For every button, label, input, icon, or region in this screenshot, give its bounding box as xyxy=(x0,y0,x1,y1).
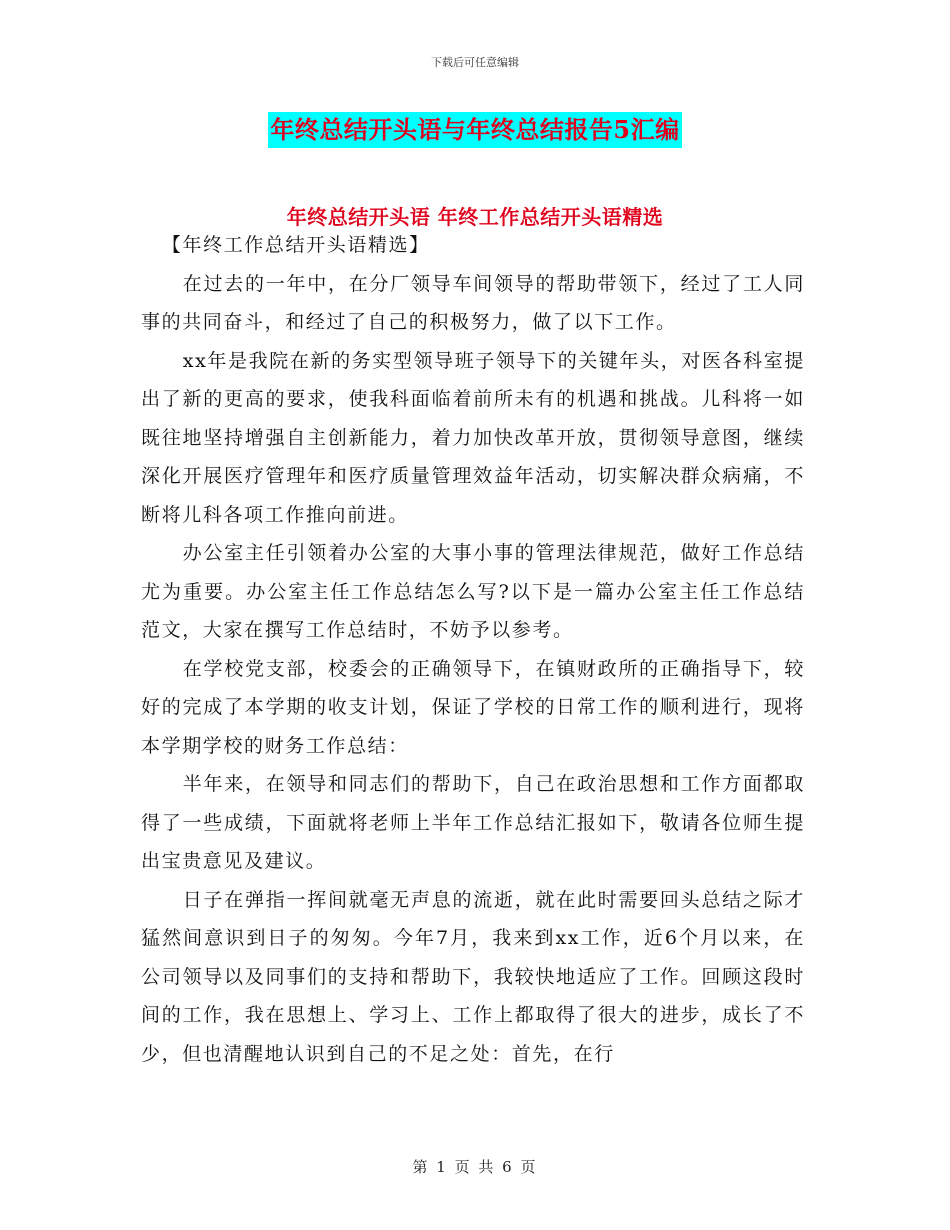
document-body xyxy=(141,226,805,1073)
page-number-footer: 第 1 页 共 6 页 xyxy=(412,1158,538,1176)
paragraph: 日子在弹指一挥间就毫无声息的流逝，就在此时需要回头总结之际才猛然间意识到日子的匆匆。今年7月，我来到xx工作，近6个月以来，在公司领导以及同事们的支持和帮助下，我较快地适应了工作。回顾这段时间的工作，我在思想上、学习上、工作上都取得了很大的进步，成长了不少，但也清醒地认识到自己的不足之处：首先，在行 xyxy=(141,888,805,1065)
paragraph: 在学校党支部，校委会的正确领导下，在镇财政所的正确指导下，较好的完成了本学期的收支计划，保证了学校的日常工作的顺利进行，现将本学期学校的财务工作总结： xyxy=(141,657,805,757)
paragraph: 在过去的一年中，在分厂领导车间领导的帮助带领下，经过了工人同事的共同奋斗，和经过了自己的积极努力，做了以下工作。 xyxy=(141,272,805,333)
paragraph-heading: 【年终工作总结开头语精选】 xyxy=(161,234,430,256)
section-title: 年终总结开头语 年终工作总结开头语精选 xyxy=(286,205,664,229)
document-title-container xyxy=(0,112,950,148)
page-header-note: 下载后可任意编辑 xyxy=(431,56,519,69)
paragraph: 半年来，在领导和同志们的帮助下，自己在政治思想和工作方面都取得了一些成绩，下面就将老师上半年工作总结汇报如下，敬请各位师生提出宝贵意见及建议。 xyxy=(141,773,805,872)
paragraph: xx年是我院在新的务实型领导班子领导下的关键年头，对医各科室提出了新的更高的要求，使我科面临着前所未有的机遇和挑战。儿科将一如既往地坚持增强自主创新能力，着力加快改革开放，贯彻领导意图，继续深化开展医疗管理年和医疗质量管理效益年活动，切实解决群众病痛，不断将儿科各项工作推向前进。 xyxy=(141,349,805,526)
paragraph: 办公室主任引领着办公室的大事小事的管理法律规范，做好工作总结尤为重要。办公室主任工作总结怎么写?以下是一篇办公室主任工作总结范文，大家在撰写工作总结时，不妨予以参考。 xyxy=(141,542,805,641)
document-title: 年终总结开头语与年终总结报告5汇编 xyxy=(268,112,681,148)
